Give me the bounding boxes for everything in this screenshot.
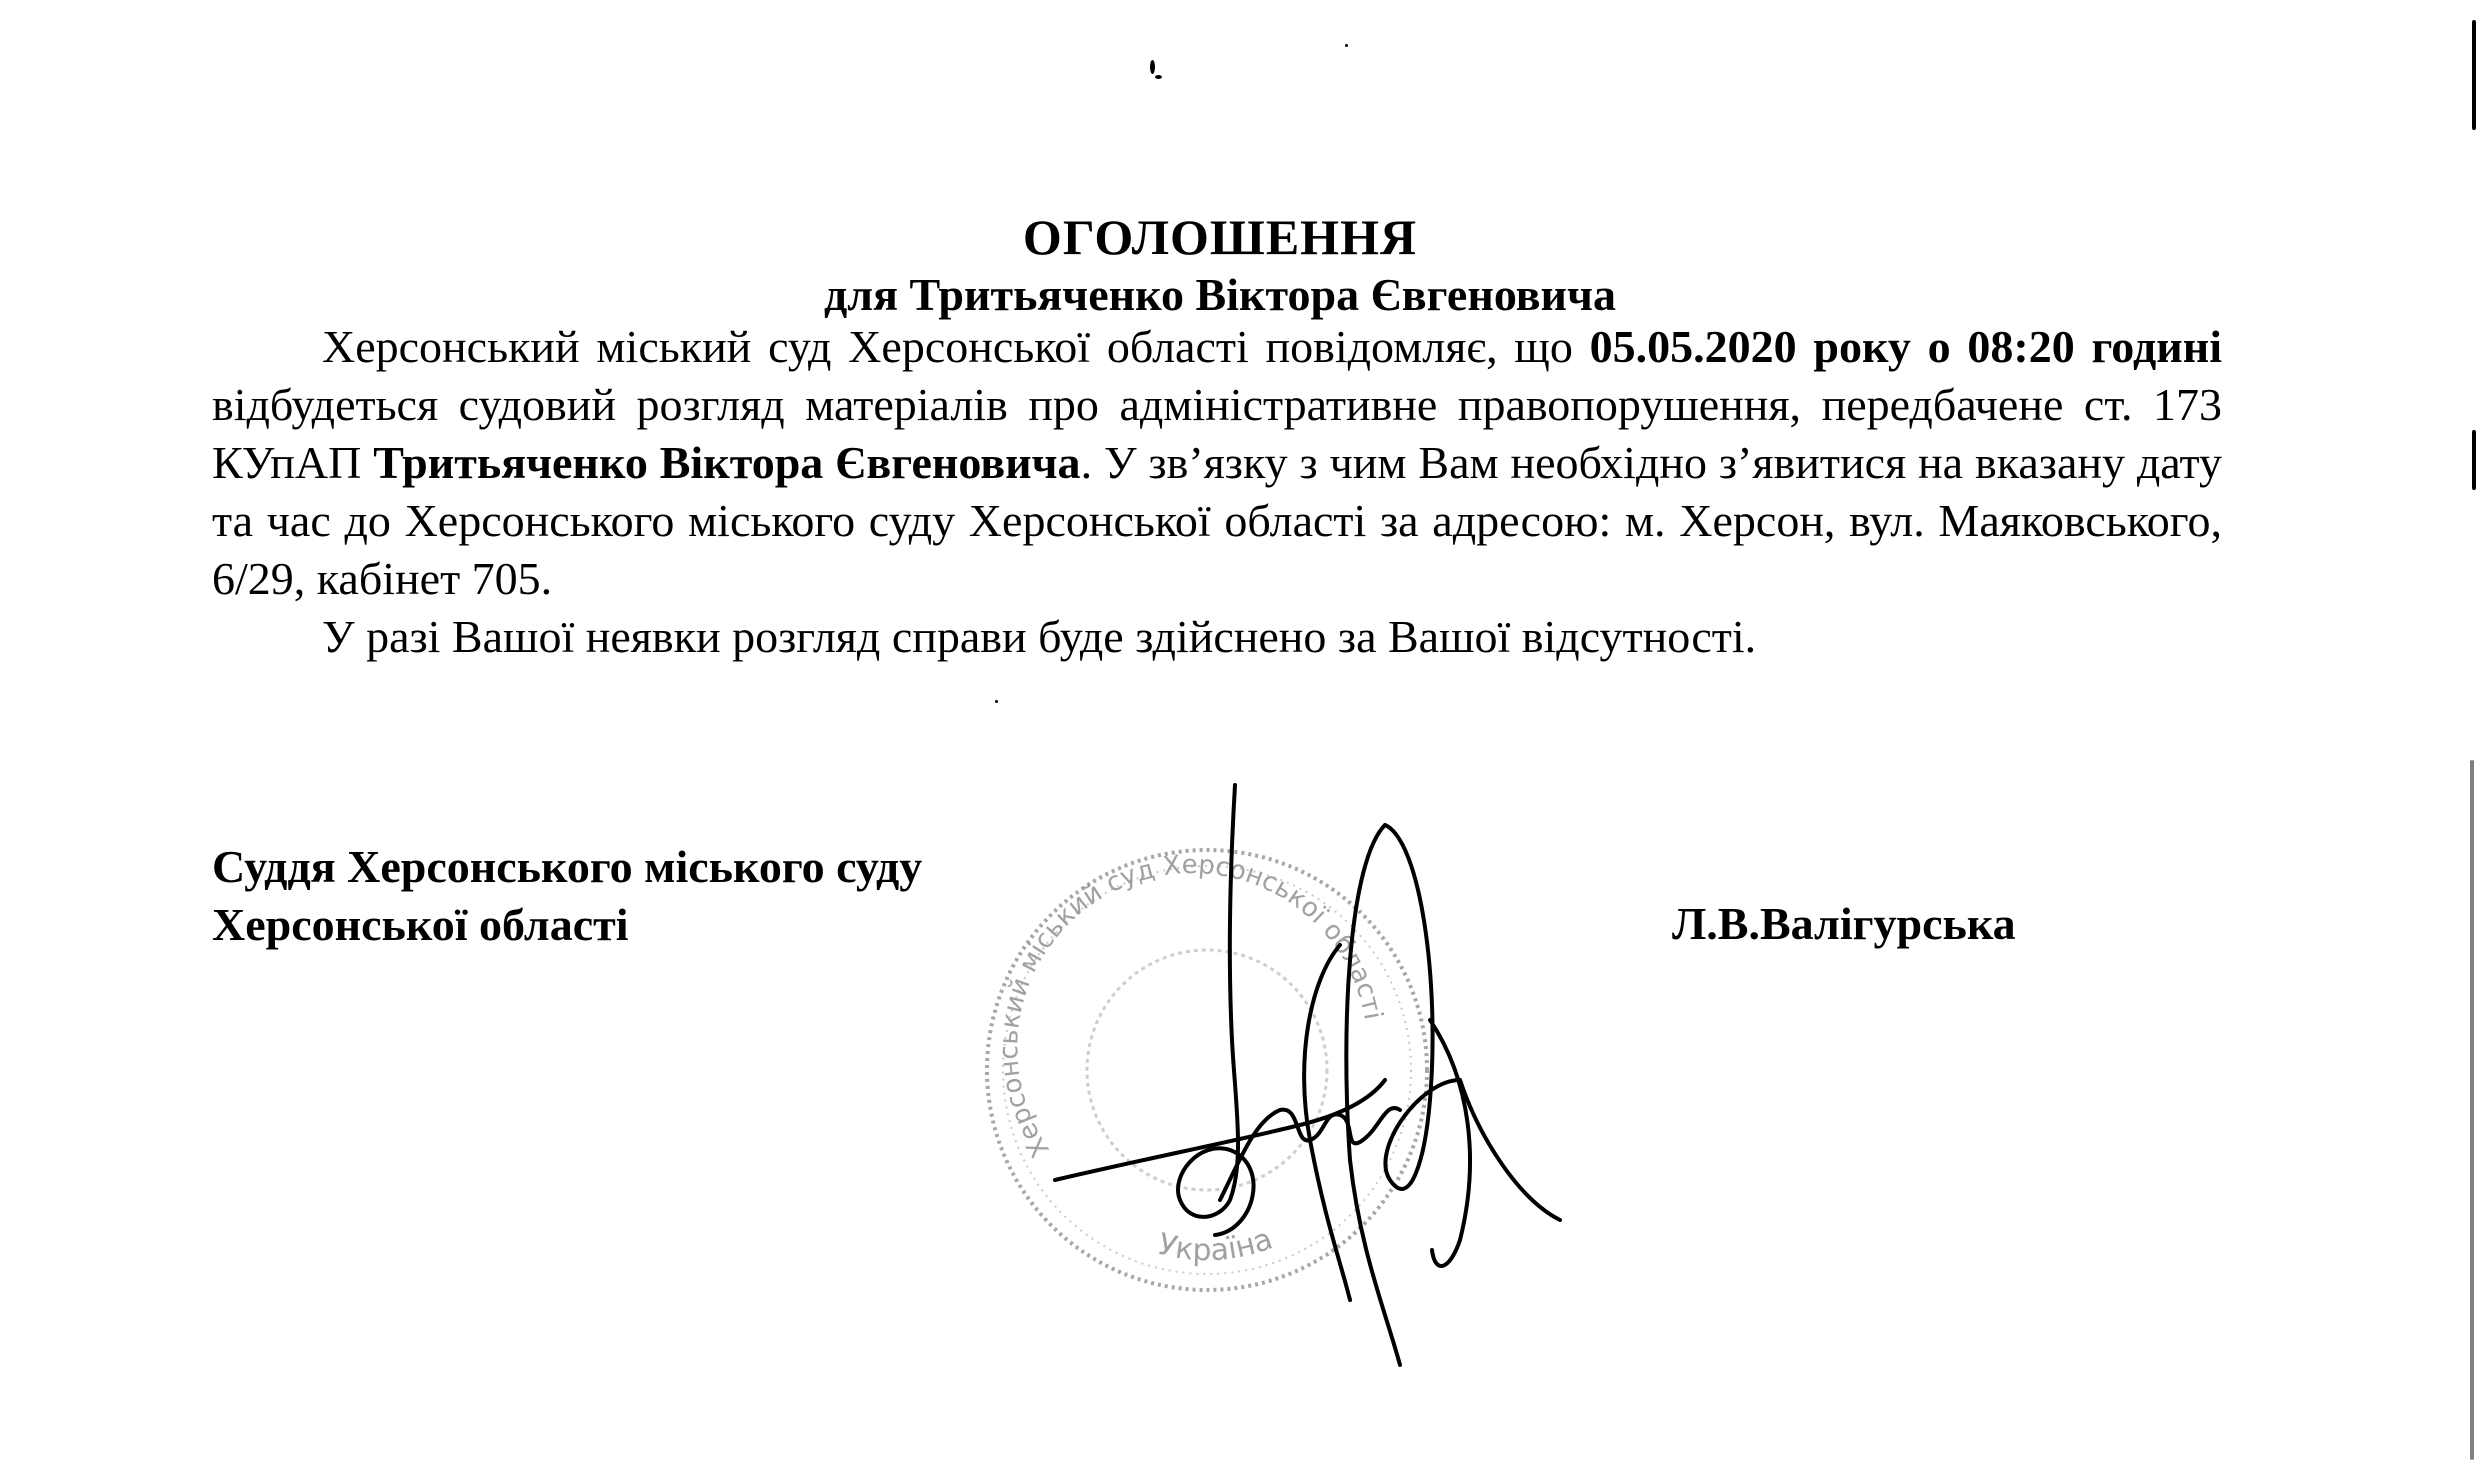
announcement-body bbox=[212, 318, 2222, 666]
announcement-paragraph-1 bbox=[212, 318, 2222, 608]
judge-position bbox=[212, 838, 922, 954]
judge-name: Л.В.Валігурська bbox=[1672, 898, 2016, 949]
document-subtitle: для Тритьяченко Віктора Євгеновича bbox=[824, 269, 1616, 320]
scan-speck bbox=[995, 700, 998, 703]
judge-position-line-1: Суддя Херсонського міського суду bbox=[212, 841, 923, 892]
announcement-paragraph-2: У разі Вашої неявки розгляд справи буде здійснено за Вашої відсутності. bbox=[322, 611, 1757, 662]
scan-speck bbox=[1155, 75, 1162, 79]
judge-signature bbox=[1040, 780, 1580, 1380]
scan-speck bbox=[1345, 44, 1348, 47]
scan-speck bbox=[2472, 20, 2476, 130]
judge-position-line-2: Херсонської області bbox=[212, 899, 629, 950]
document-title: ОГОЛОШЕННЯ bbox=[1022, 209, 1418, 265]
scan-speck bbox=[2472, 430, 2476, 490]
scan-speck bbox=[2470, 760, 2474, 1460]
hearing-date-time: 05.05.2020 року о 08:20 годині bbox=[1589, 321, 2222, 372]
stamp-text-bottom: Україна bbox=[1154, 1221, 1278, 1269]
paragraph-text: . У зв’язку з чим Вам необхідно з’явитися на вказану дату та час до Херсонського міського суду Херсонської області за адресою: м. Херсон, вул. Маяковського, 6/29, кабінет 705. bbox=[212, 437, 2223, 604]
scan-speck bbox=[1150, 60, 1155, 74]
person-name: Тритьяченко Віктора Євгеновича bbox=[373, 437, 1081, 488]
paragraph-text: Херсонський міський суд Херсонської області повідомляє, що bbox=[322, 321, 1590, 372]
paragraph-text: відбудеться судовий розгляд матеріалів про адміністративне правопорушення, передбачене ст. 173 КУпАП bbox=[212, 379, 2222, 488]
stamp-text-top: Херсонський міський суд Херсонської області bbox=[994, 850, 1388, 1163]
